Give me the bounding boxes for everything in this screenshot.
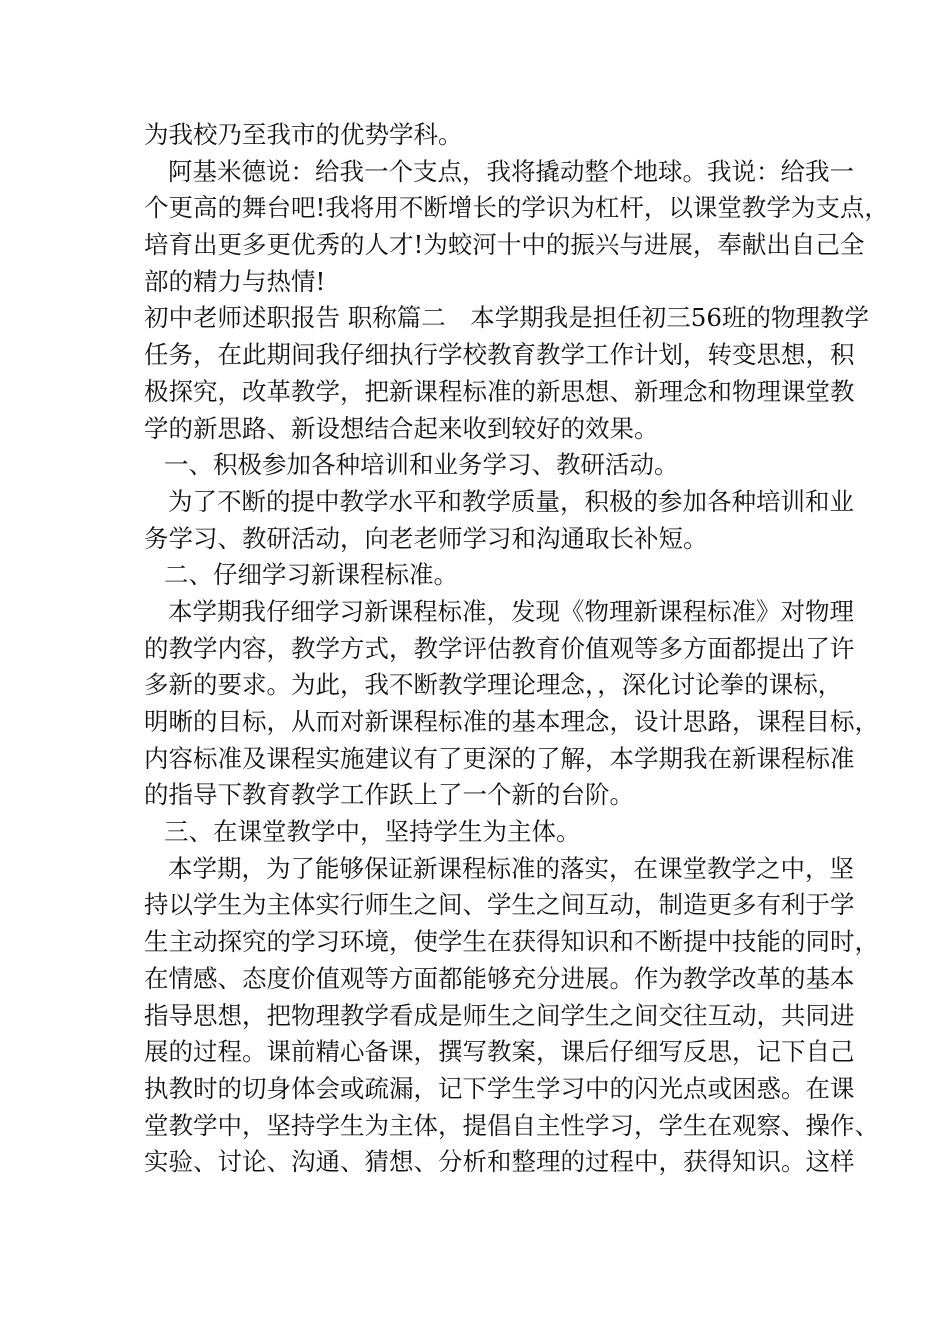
text-line: 展的过程。课前精心备课，撰写教案，课后仔细写反思，记下自己 (144, 1037, 855, 1067)
text-line: 持以学生为主体实行师生之间、学生之间互动，制造更多有利于学 (144, 890, 855, 920)
subheading-line: 三、在课堂教学中，坚持学生为主体。 (164, 817, 581, 847)
text-line: 培育出更多更优秀的人才!为蛟河十中的振兴与进展，奉献出自己全 (144, 230, 865, 260)
text-line: 本学期我仔细学习新课程标准，发现《物理新课程标准》对物理 (168, 596, 854, 626)
text-line: 阿基米德说：给我一个支点，我将撬动整个地球。我说：给我一 (168, 156, 854, 186)
text-line: 的指导下教育教学工作跃上了一个新的台阶。 (144, 780, 634, 810)
text-line: 部的精力与热情! (144, 266, 326, 296)
text-line: 在情感、态度价值观等方面都能够充分进展。作为教学改革的基本 (144, 963, 855, 993)
section-heading-line: 初中老师述职报告 职称篇二 本学期我是担任初三56班的物理教学 (144, 303, 869, 333)
text-line: 执教时的切身体会或疏漏，记下学生学习中的闪光点或困惑。在课 (144, 1073, 855, 1103)
text-line: 为我校乃至我市的优势学科。 (144, 120, 463, 149)
text-line: 指导思想，把物理教学看成是师生之间学生之间交往互动，共同进 (144, 1000, 855, 1030)
text-line: 生主动探究的学习环境，使学生在获得知识和不断提中技能的同时， (144, 927, 879, 957)
subheading-line: 一、积极参加各种培训和业务学习、教研活动。 (164, 450, 679, 480)
document-body (144, 117, 889, 1181)
text-line: 极探究，改革教学，把新课程标准的新思想、新理念和物理课堂教 (144, 376, 855, 406)
text-line: 本学期，为了能够保证新课程标准的落实，在课堂教学之中，坚 (168, 853, 854, 883)
text-line: 的教学内容，教学方式，教学评估教育价值观等多方面都提出了许 (144, 633, 855, 663)
text-line: 务学习、教研活动，向老老师学习和沟通取长补短。 (144, 523, 708, 553)
text-line: 个更高的舞台吧!我将用不断增长的学识为杠杆，以课堂教学为支点， (144, 193, 889, 223)
text-line: 学的新思路、新设想结合起来收到较好的效果。 (144, 413, 659, 443)
text-line: 多新的要求。为此，我不断教学理论理念，，深化讨论拳的课标， (144, 670, 843, 700)
text-line: 明晰的目标，从而对新课程标准的基本理念，设计思路，课程目标， (144, 707, 879, 736)
text-line: 内容标准及课程实施建议有了更深的了解，本学期我在新课程标准 (144, 743, 855, 773)
text-line: 为了不断的提中教学水平和教学质量，积极的参加各种培训和业 (168, 486, 854, 516)
text-line: 任务，在此期间我仔细执行学校教育教学工作计划，转变思想，积 (144, 340, 855, 370)
text-line: 实验、讨论、沟通、猜想、分析和整理的过程中，获得知识。这样 (144, 1147, 855, 1177)
text-line: 堂教学中，坚持学生为主体，提倡自主性学习，学生在观察、操作、 (144, 1110, 879, 1140)
subheading-line: 二、仔细学习新课程标准。 (164, 560, 458, 590)
